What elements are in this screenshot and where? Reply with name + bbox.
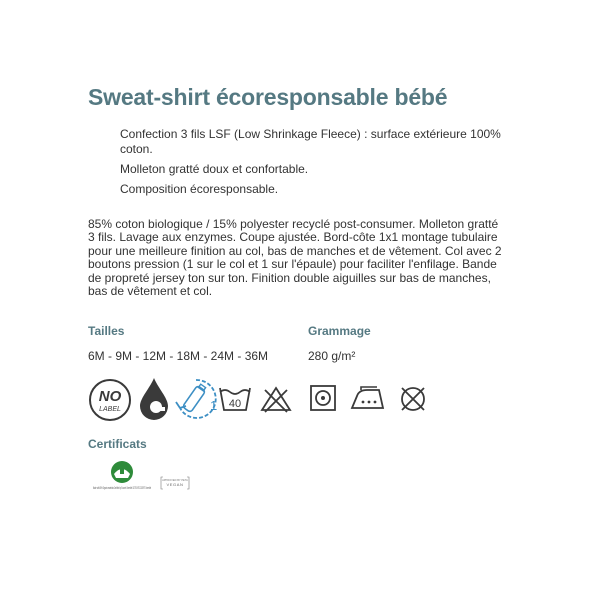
sizes-value: 6M - 9M - 12M - 18M - 24M - 36M (88, 349, 269, 363)
no-dry-clean-icon (398, 384, 428, 414)
product-description: 85% coton biologique / 15% polyester recyclé post-consumer. Molleton gratté 3 fils. Lavage aux enzymes. Coupe ajustée. Bord-côte 1x1 montage tubulaire pour une meilleure finition au col, bas de manches et de vêtement. Col avec 2 boutons pression (1 sur le col et 1 sur l'épaule) pour faciliter l'enfilage. Bande de propreté jersey ton sur ton. Finition double aiguilles sur bas de manches, bas de vêtement et col. (88, 217, 502, 299)
wash-40-icon (218, 384, 252, 414)
no-label-bottom: LABEL (99, 406, 121, 413)
recycle-number: 1 (210, 398, 218, 413)
no-label-top: NO (98, 388, 122, 405)
recycled-bottle-icon (172, 376, 220, 422)
no-bleach-icon (260, 384, 292, 414)
gots-text: Made with 85% Organic materials Certified by Ecocert Greenlife GOTS N°ECOCERT Greenlife (93, 486, 152, 490)
weight-heading: Grammage (308, 324, 371, 338)
feature-item: Composition écoresponsable. (120, 182, 279, 196)
page-title: Sweat-shirt écoresponsable bébé (88, 84, 448, 110)
iron-icon (349, 384, 389, 412)
certificates-heading: Certificats (88, 437, 147, 451)
tumble-dry-icon (309, 384, 337, 412)
vegan-text: VEGAN (166, 482, 184, 487)
gots-certificate-logo (92, 458, 152, 502)
water-drop-icon (136, 376, 172, 422)
no-label-icon (88, 378, 132, 422)
feature-item: Confection 3 fils LSF (Low Shrinkage Fleece) : surface extérieure 100% coton. (120, 127, 501, 156)
vegan-certificate-logo (160, 475, 190, 491)
wash-temp: 40 (228, 398, 242, 410)
vegan-top-text: APPROVED BY PETA (162, 479, 188, 482)
feature-item: Molleton gratté doux et confortable. (120, 162, 309, 176)
weight-value: 280 g/m² (308, 349, 356, 363)
sizes-heading: Tailles (88, 324, 125, 338)
